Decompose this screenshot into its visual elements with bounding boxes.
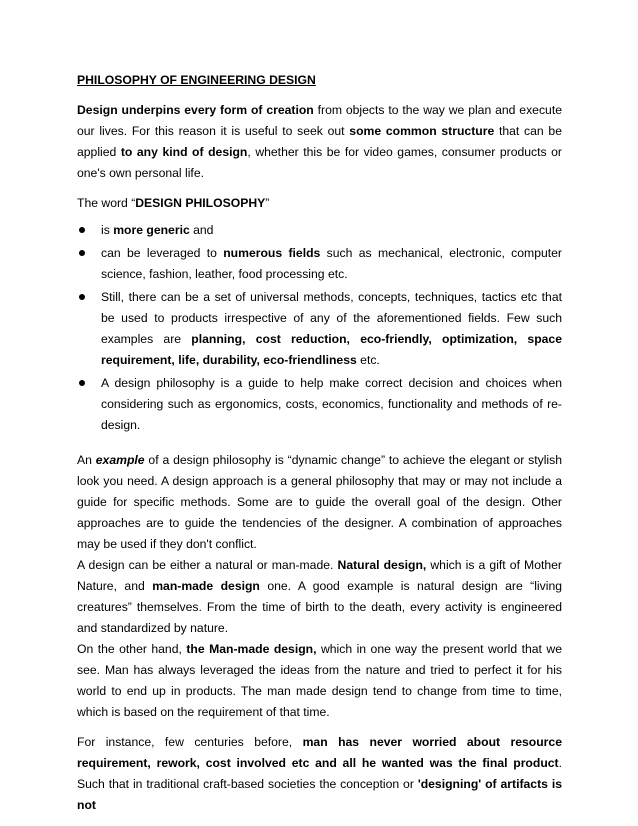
list-item: A design philosophy is a guide to help make correct decision and choices when considering such as ergonomics, costs, economics, functionality and methods of re-design.: [77, 373, 562, 436]
list-item: can be leveraged to numerous fields such as mechanical, electronic, computer science, fashion, leather, food processing etc.: [77, 243, 562, 285]
bullet-icon: [79, 380, 85, 386]
example-paragraph: An example of a design philosophy is “dynamic change” to achieve the elegant or stylish look you need. A design approach is a general philosophy that may or may not include a guide for specific methods. Some are to guide the overall goal of the design. Other approaches are to guide the tendencies of the designer. A combination of approaches may be used if they don't conflict.: [77, 453, 562, 551]
list-item: Still, there can be a set of universal methods, concepts, techniques, tactics etc that be used to products irrespective of any of the aforementioned fields. Few such examples are planning, cost reduction, eco-friendly, optimization, space requirement, life, durability, eco-friendliness etc.: [77, 287, 562, 371]
bullet-list: [77, 220, 562, 436]
list-item: is more generic and: [77, 220, 562, 241]
bullet-icon: [79, 250, 85, 256]
natural-design-paragraph: A design can be either a natural or man-made. Natural design, which is a gift of Mother Nature, and man-made design one. A good example is natural design are “living creatures” themselves. From the time of birth to the death, every activity is engineered and standardized by nature.: [77, 558, 563, 635]
intro-paragraph: Design underpins every form of creation from objects to the way we plan and execute our lives. For this reason it is useful to seek out some common structure that can be applied to any kind of design, whether this be for video games, consumer products or one's own personal life.: [77, 103, 562, 180]
bullet-icon: [79, 227, 85, 233]
instance-paragraph: For instance, few centuries before, man has never worried about resource requirement, rework, cost involved etc and all he wanted was the final product. Such that in traditional craft-based societies the conception or 'designing' of artifacts is not: [77, 735, 562, 812]
bullet-icon: [79, 294, 85, 300]
document-body: [77, 70, 562, 816]
document-title: PHILOSOPHY OF ENGINEERING DESIGN: [77, 73, 316, 87]
man-made-design-paragraph: On the other hand, the Man-made design, which in one way the present world that we see. Man has always leveraged the ideas from the nature and tried to perfect it for his world to end up in products. The man made design tend to change from time to time, which is based on the requirement of that time.: [77, 642, 562, 719]
design-philosophy-heading: The word “DESIGN PHILOSOPHY”: [77, 196, 270, 210]
